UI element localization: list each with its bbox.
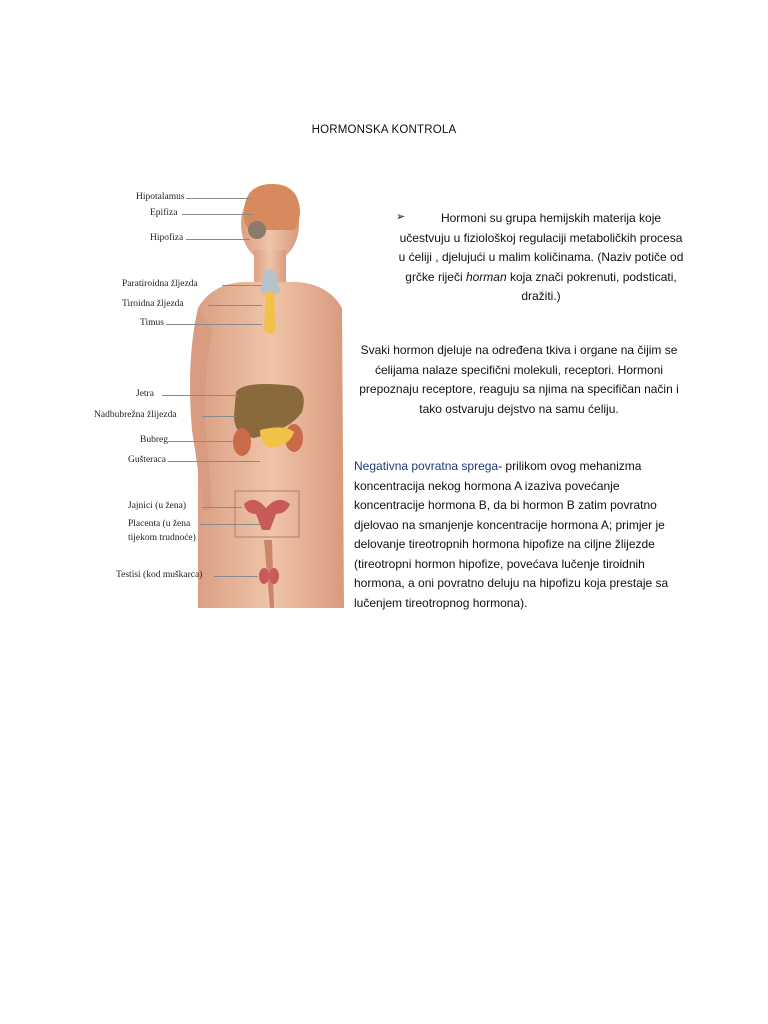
leader-line [186,198,252,199]
label-jetra: Jetra [136,389,154,399]
label-epifiza: Epifiza [150,208,178,218]
label-paratiroidna: Paratiroidna žljezda [122,279,198,289]
page-title: HORMONSKA KONTROLA [311,124,457,136]
negative-feedback-text: - prilikom ovog mehanizma koncentracija nekog hormona A izaziva povećanje koncentracije hormona B, da bi hormon B zatim povratno djelovao na smanjenje koncentracije hormona A; primjer je delovanje tireotropnih hormona hipofize na ciljne žlijezde (tireotropni hormon hipofize, povećava lučenje tiroidnih hormona, a oni povratno deluju na hipofizu koja prestaje sa lučenjem tireotropnog hormona). [354,459,669,610]
leader-line [186,239,250,240]
leader-line [208,305,262,306]
thymus-shape [264,292,276,334]
pituitary-shape [248,221,266,239]
leader-line [168,461,260,462]
testis-right-shape [269,568,279,584]
leader-line [168,441,234,442]
label-placenta-line2: tijekom trudnoće) [128,533,196,543]
negative-feedback-term: Negativna povratna sprega [354,459,499,473]
leader-line [182,214,254,215]
arrow-bullet-icon: ➢ [396,211,406,223]
kidney-left-shape [233,428,251,456]
endocrine-system-figure [94,180,344,608]
label-bubreg: Bubreg [140,435,168,445]
bullet-text-part1: Hormoni su grupa hemijskih materija koje učestvuju u fiziološkoj regulaciji metaboličkih procesa u ćeliji , djelujući u malim količinama. (Naziv potiče od grčke riječi [398,211,684,284]
label-tiroidna: Tiroidna žljezda [122,299,184,309]
label-jajnici: Jajnici (u žena) [128,501,187,511]
bullet-text [396,209,686,307]
leader-line [202,416,236,417]
label-gusteraca: Gušteraca [128,455,166,465]
testis-left-shape [259,568,269,584]
leader-line [202,507,242,508]
leader-line [200,524,260,525]
leader-line [162,395,238,396]
bullet-item [396,209,686,307]
leader-line [214,576,258,577]
leader-line [222,285,262,286]
label-testisi: Testisi (kod muškarca) [116,570,203,580]
label-nadbubrezna: Nadbubrežna žlijezda [94,410,177,420]
leader-line [166,324,262,325]
hormone-action-paragraph: Svaki hormon djeluje na određena tkiva i organe na čijim se ćelijama nalaze specifični molekuli, receptori. Hormoni prepoznaju receptore, reaguju sa njima na specifičan način i tako ostvaruju dejstvo na samu ćeliju. [359,343,679,416]
label-timus: Timus [140,318,164,328]
label-hipofiza: Hipofiza [150,233,184,243]
label-hipotalamus: Hipotalamus [136,192,185,202]
bullet-text-part2: koja znači pokrenuti, podsticati, dražiti.) [506,269,677,303]
label-placenta-line1: Placenta (u žena [128,519,191,529]
negative-feedback-paragraph [354,457,688,613]
bullet-text-italic: horman [465,269,507,284]
